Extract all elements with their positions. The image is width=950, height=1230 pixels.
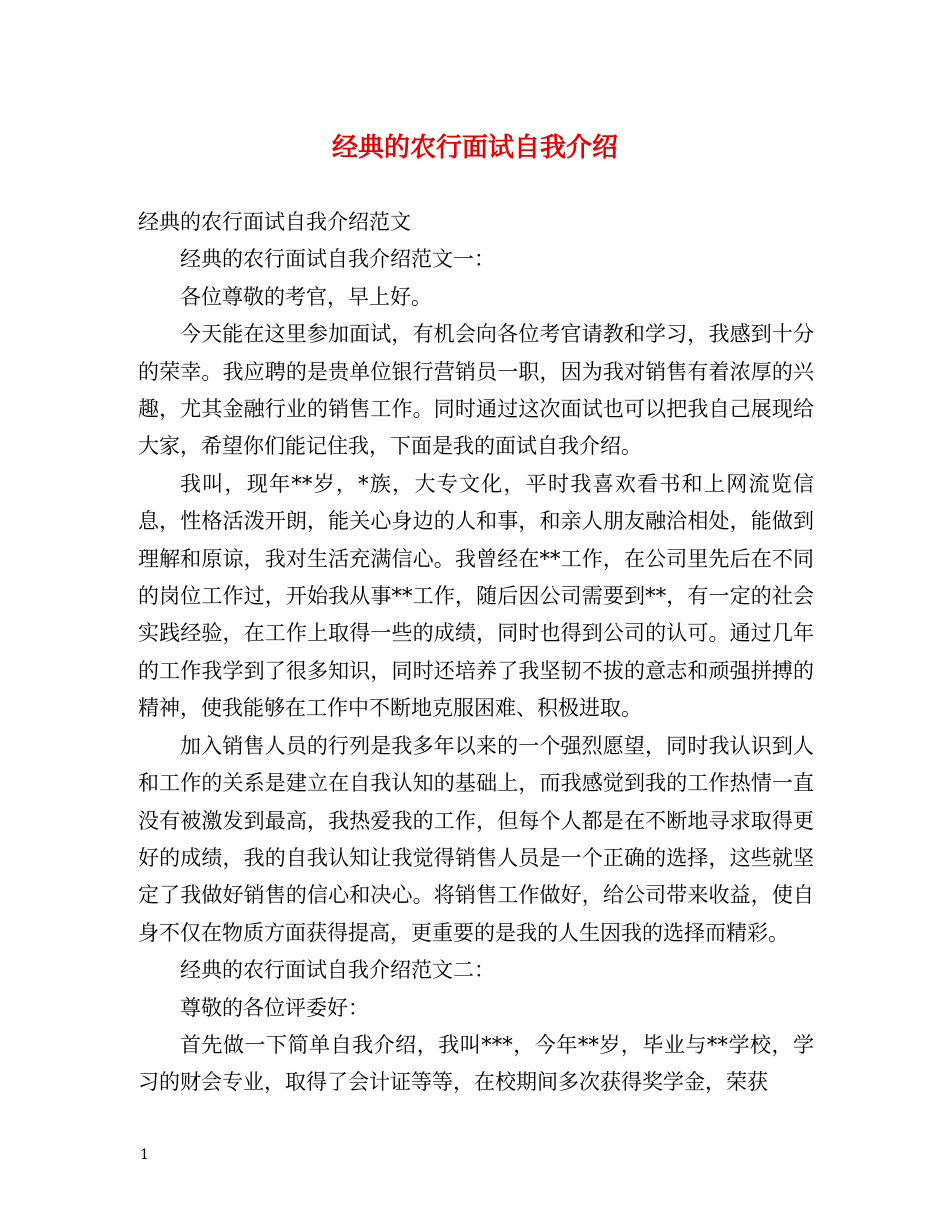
page-number: 1 [140, 1147, 149, 1163]
body-paragraph: 我叫，现年**岁，*族，大专文化，平时我喜欢看书和上网流览信息，性格活泼开朗，能关心身边的人和事，和亲人朋友融洽相处，能做到理解和原谅，我对生活充满信心。我曾经在**工作，在公司里先后在不同的岗位工作过，开始我从事**工作，随后因公司需要到**，有一定的社会实践经验，在工作上取得一些的成绩，同时也得到公司的认可。通过几年的工作我学到了很多知识，同时还培养了我坚韧不拔的意志和顽强拼搏的精神，使我能够在工作中不断地克服困难、积极进取。 [138, 471, 814, 721]
body-paragraph: 各位尊敬的考官，早上好。 [180, 284, 432, 309]
body-paragraph: 经典的农行面试自我介绍范文 [138, 210, 411, 234]
body-paragraph: 加入销售人员的行列是我多年以来的一个强烈愿望，同时我认识到人和工作的关系是建立在自我认知的基础上，而我感觉到我的工作热情一直没有被激发到最高，我热爱我的工作，但每个人都是在不断地寻求取得更好的成绩，我的自我认知让我觉得销售人员是一个正确的选择，这些就坚定了我做好销售的信心和决心。将销售工作做好，给公司带来收益，使自身不仅在物质方面获得提高，更重要的是我的人生因我的选择而精彩。 [138, 733, 814, 945]
body-paragraph: 今天能在这里参加面试，有机会向各位考官请教和学习，我感到十分的荣幸。我应聘的是贵单位银行营销员一职，因为我对销售有着浓厚的兴趣，尤其金融行业的销售工作。同时通过这次面试也可以把我自己展现给大家，希望你们能记住我，下面是我的面试自我介绍。 [138, 322, 814, 459]
body-paragraph: 尊敬的各位评委好： [180, 995, 369, 1020]
document-body [138, 204, 814, 1102]
document-title: 经典的农行面试自我介绍 [331, 133, 618, 163]
body-paragraph: 经典的农行面试自我介绍范文二： [180, 958, 495, 983]
body-paragraph: 经典的农行面试自我介绍范文一： [180, 247, 495, 272]
body-paragraph: 首先做一下简单自我介绍，我叫***，今年**岁，毕业与**学校，学习的财会专业，取得了会计证等等，在校期间多次获得奖学金，荣获 [138, 1032, 814, 1095]
